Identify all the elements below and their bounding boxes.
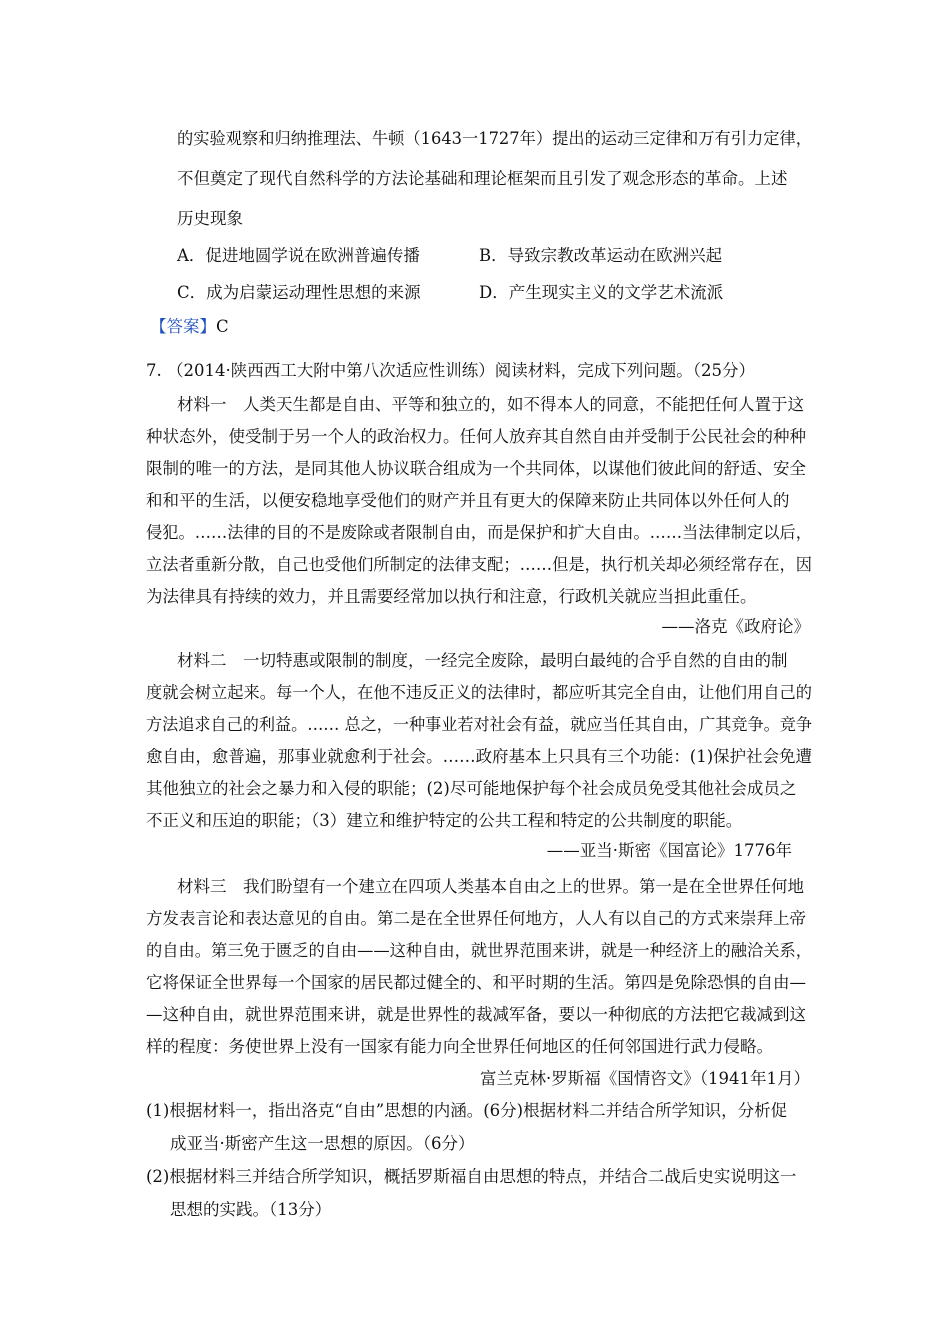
q6-option-d: D．产生现实主义的文学艺术流派 [479,283,724,302]
m3-line-6: 样的程度：务使世界上没有一国家有能力向全世界任何地区的任何邻国进行武力侵略。 [146,1037,773,1056]
m2-source: ——亚当·斯密《国富论》1776年 [546,841,792,860]
answer-value: C [216,317,229,336]
sub2-line-2: 思想的实践。（13分） [170,1200,332,1219]
m2-line-5: 其他独立的社会之暴力和入侵的职能；(2)尽可能地保护每个社会成员免受其他社会成员之 [146,779,797,798]
m3-line-1: 材料三 我们盼望有一个建立在四项人类基本自由之上的世界。第一是在全世界任何地 [177,877,804,896]
answer-label: 【答案】 [150,317,216,336]
m2-line-3: 方法追求自己的利益。…… 总之，一种事业若对社会有益，就应当任其自由，广其竞争。竞争 [146,715,813,734]
m1-source: ——洛克《政府论》 [661,617,810,636]
m1-line-5: 侵犯。……法律的目的不是废除或者限制自由，而是保护和扩大自由。……当法律制定以后， [146,523,813,542]
q6-stem-line-3: 历史现象 [177,209,243,228]
m1-line-3: 限制的唯一的方法，是同其他人协议联合组成为一个共同体，以谋他们彼此间的舒适、安全 [146,459,806,478]
q6-option-b: B．导致宗教改革运动在欧洲兴起 [479,246,723,265]
sub1-line-1: (1)根据材料一，指出洛克“自由”思想的内涵。(6分)根据材料二并结合所学知识，分析促 [146,1101,788,1120]
m3-line-4: 它将保证全世界每一个国家的居民都过健全的、和平时期的生活。第四是免除恐惧的自由— [146,973,806,992]
m3-source: 富兰克林·罗斯福《国情咨文》（1941年1月） [480,1069,810,1088]
q6-stem-line-2: 不但奠定了现代自然科学的方法论基础和理论框架而且引发了观念形态的革命。上述 [177,169,788,188]
m2-line-6: 不正义和压迫的职能；（3）建立和维护特定的公共工程和特定的公共制度的职能。 [146,811,743,830]
sub2-line-1: (2)根据材料三并结合所学知识，概括罗斯福自由思想的特点，并结合二战后史实说明这一 [146,1167,797,1186]
m2-line-2: 度就会树立起来。每一个人，在他不违反正义的法律时，都应听其完全自由，让他们用自己的 [146,683,813,702]
q6-option-a: A．促进地圆学说在欧洲普遍传播 [177,246,420,265]
m1-line-6: 立法者重新分散，自己也受他们所制定的法律支配；……但是，执行机关却必须经常存在，因 [146,555,813,574]
m1-line-1: 材料一 人类天生都是自由、平等和独立的，如不得本人的同意，不能把任何人置于这 [177,395,804,414]
q7-title: 7. （2014·陕西西工大附中第八次适应性训练）阅读材料，完成下列问题。（25分） [146,361,755,380]
sub1-line-2: 成亚当·斯密产生这一思想的原因。（6分） [170,1134,475,1153]
m1-line-2: 种状态外，使受制于另一个人的政治权力。任何人放弃其自然自由并受制于公民社会的种种 [146,427,806,446]
q6-stem-line-1: 的实验观察和归纳推理法、牛顿（1643一1727年）提出的运动三定律和万有引力定律， [177,129,812,148]
q6-option-c: C．成为启蒙运动理性思想的来源 [177,283,421,302]
q6-answer [150,316,229,338]
m1-line-4: 和和平的生活，以便安稳地享受他们的财产并且有更大的保障来防止共同体以外任何人的 [146,491,790,510]
m1-line-7: 为法律具有持续的效力，并且需要经常加以执行和注意，行政机关就应当担此重任。 [146,587,757,606]
m2-line-4: 愈自由，愈普遍，那事业就愈利于社会。……政府基本上只具有三个功能：(1)保护社会免遭 [146,747,813,766]
m3-line-5: —这种自由，就世界范围来讲，就是世界性的裁减军备，要以一种彻底的方法把它裁减到这 [146,1005,806,1024]
m2-line-1: 材料二 一切特惠或限制的制度，一经完全废除，最明白最纯的合乎自然的自由的制 [177,651,788,670]
m3-line-3: 的自由。第三免于匮乏的自由——这种自由，就世界范围来讲，就是一种经济上的融洽关系， [146,941,813,960]
m3-line-2: 方发表言论和表达意见的自由。第二是在全世界任何地方，人人有以自己的方式来崇拜上帝 [146,909,806,928]
